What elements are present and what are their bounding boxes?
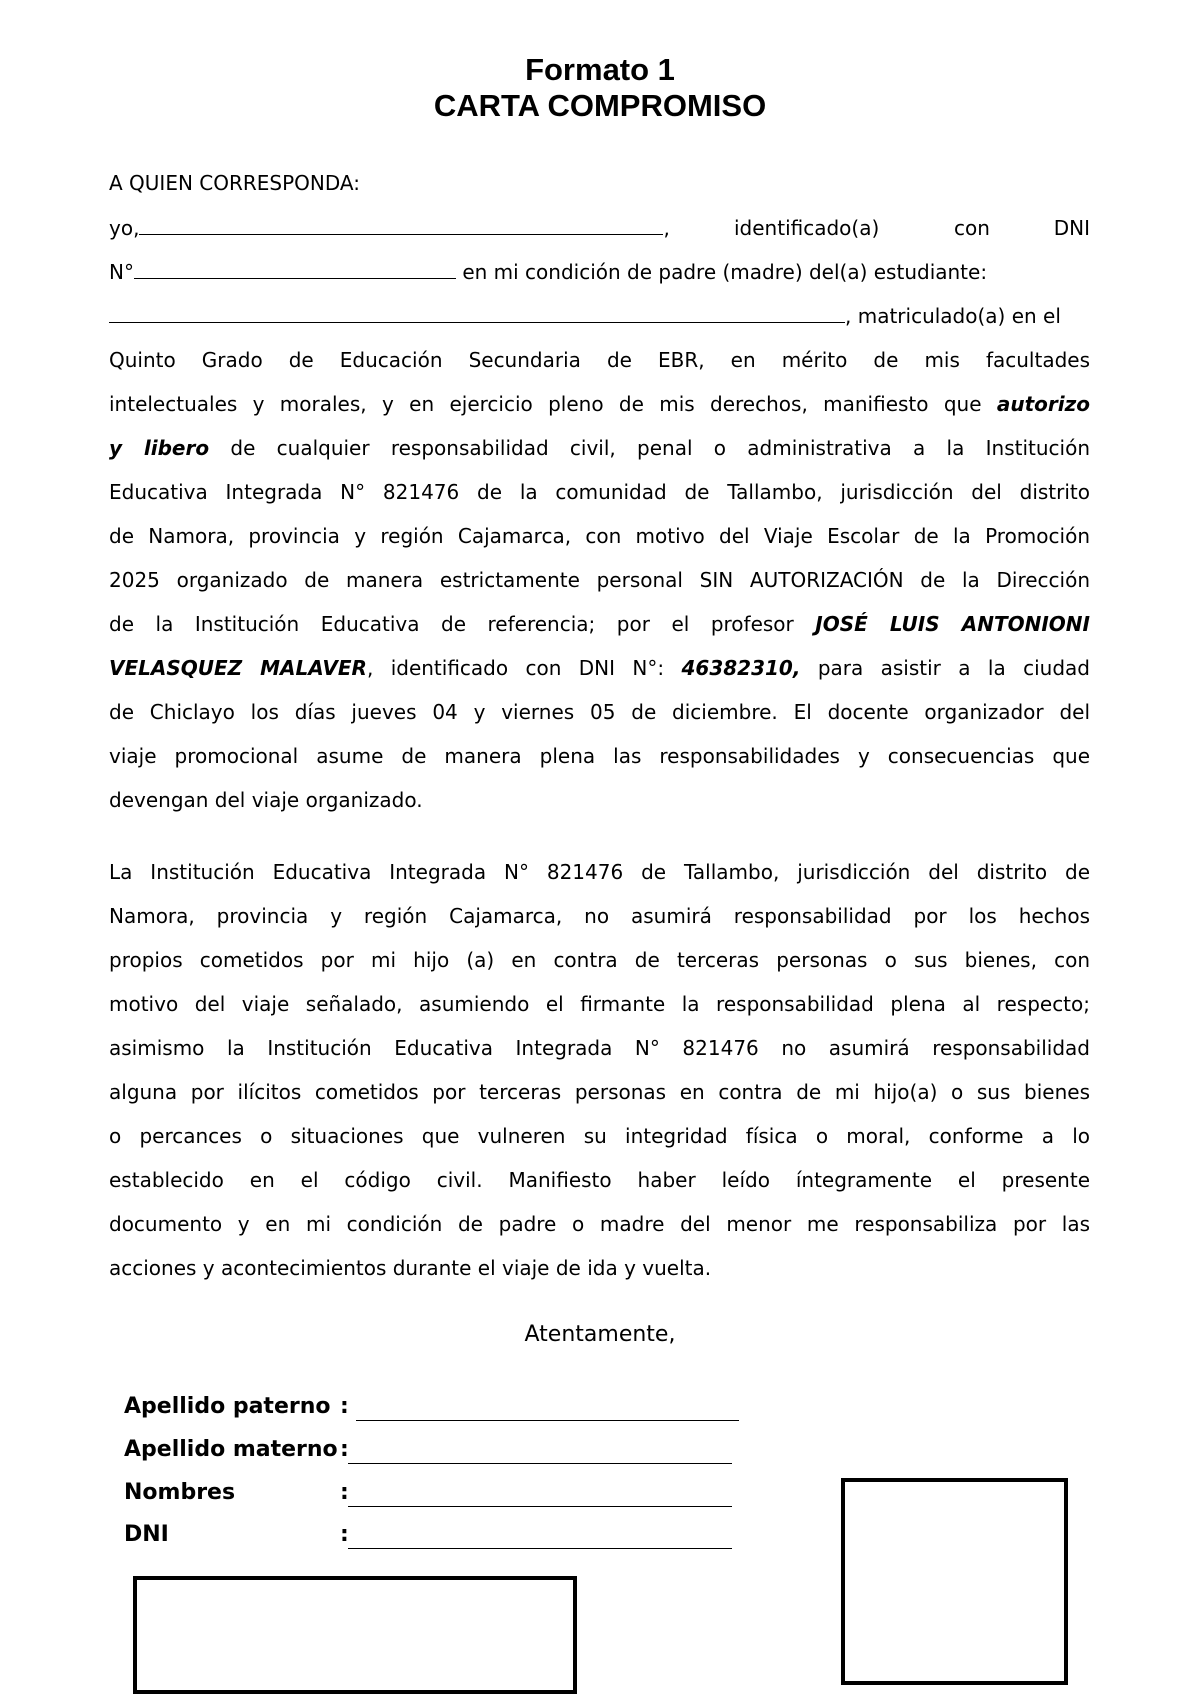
letter-line: de la Institución Educativa de referencia; por el profesor JOSÉ LUIS ANTONIONI xyxy=(109,612,1090,636)
format-label: Formato 1 xyxy=(525,52,675,87)
letter-line: alguna por ilícitos cometidos por terceras personas en contra de mi hijo(a) o sus bienes xyxy=(109,1080,1090,1104)
letter-line: y libero de cualquier responsabilidad civil, penal o administrativa a la Institución xyxy=(109,436,1090,460)
letter-line: yo, , identificado(a) con DNI xyxy=(109,216,1090,240)
letter-line: Namora, provincia y región Cajamarca, no asumirá responsabilidad por los hechos xyxy=(109,904,1090,928)
apellido-paterno-field[interactable] xyxy=(356,1398,739,1421)
letter-line: de Chiclayo los días jueves 04 y viernes 05 de diciembre. El docente organizador del xyxy=(109,700,1090,724)
letter-line: establecido en el código civil. Manifiesto haber leído íntegramente el presente xyxy=(109,1168,1090,1192)
fingerprint-box[interactable] xyxy=(841,1478,1068,1685)
letter-line: N° en mi condición de padre (madre) del(a) estudiante: xyxy=(109,260,988,284)
letter-line: , matriculado(a) en el xyxy=(109,301,1090,331)
letter-line: motivo del viaje señalado, asumiendo el firmante la responsabilidad plena al respecto; xyxy=(109,992,1090,1016)
document-page: Formato 1 CARTA COMPROMISO A QUIEN CORRESPONDA: yo, , identificado(a) con DNI N° en mi condición de padre (madre) del(a) estudiante: , matriculado(a) en el Quinto Grado de Educación Secundaria de EBR, en mérito de mis facultades intelectuales y morales, y en ejercicio pleno de mis derechos, manifiesto que autorizo y libero de cualquier responsabilidad civil, penal o administrativa a la Institución Educativa Integrada N° 821476 de la comunidad de Tallambo, jurisdicción del distrito de Namora, provincia y región Cajamarca, con motivo del Viaje Escolar de la Promoción 2025 organizado de manera estrictamente personal SIN AUTORIZACIÓN de la Dirección de la Institución Educativa de referencia; por el profesor JOSÉ LUIS ANTONIONI VELASQUEZ MALAVER, identificado con DNI N°: 46382310, para asistir a la ciudad de Chiclayo los días jueves 04 y viernes 05 de diciembre. El docente organizador del viaje promocional asume de manera plena las responsabilidades y consecuencias que devengan del viaje organizado. La Institución Educativa Integrada N° 821476 de Tallambo, jurisdicción del distrito de Namora, provincia y región Cajamarca, no asumirá responsabilidad por los hechos propios cometidos por mi hijo (a) en contra de terceras personas o sus bienes, con motivo del viaje señalado, asumiendo el firmante la responsabilidad plena al respecto; asimismo la Institución Educativa Integrada N° 821476 no asumirá responsabilidad alguna por ilícitos cometidos por terceras personas en contra de mi hijo(a) o sus bienes o percances o situaciones que vulneren su integridad física o moral, conforme a lo establecido en el código civil. Manifiesto haber leído íntegramente el presente documento y en mi condición de padre o madre del menor me responsabiliza por las acciones y acontecimientos durante el viaje de ida y vuelta. Atentamente, Apellido paterno : Apellido materno : Nombres : DNI : xyxy=(0,0,1200,1696)
letter-line: Quinto Grado de Educación Secundaria de EBR, en mérito de mis facultades xyxy=(109,348,1090,372)
parent-name-blank xyxy=(139,214,663,235)
letter-line: de Namora, provincia y región Cajamarca, con motivo del Viaje Escolar de la Promoción xyxy=(109,524,1090,548)
letter-line: viaje promocional asume de manera plena las responsabilidades y consecuencias que xyxy=(109,744,1090,768)
signature-box[interactable] xyxy=(133,1576,577,1694)
document-title: CARTA COMPROMISO xyxy=(433,88,767,123)
apellido-materno-field[interactable] xyxy=(348,1441,732,1464)
salutation: A QUIEN CORRESPONDA: xyxy=(109,171,360,195)
letter-line: asimismo la Institución Educativa Integrada N° 821476 no asumirá responsabilidad xyxy=(109,1036,1090,1060)
dni-field[interactable] xyxy=(348,1526,732,1549)
letter-line: acciones y acontecimientos durante el viaje de ida y vuelta. xyxy=(109,1256,712,1280)
student-name-blank xyxy=(109,302,845,323)
closing: Atentamente, xyxy=(524,1322,676,1347)
letter-line: devengan del viaje organizado. xyxy=(109,788,423,812)
letter-line: 2025 organizado de manera estrictamente personal SIN AUTORIZACIÓN de la Dirección xyxy=(109,568,1090,592)
letter-line: o percances o situaciones que vulneren su integridad física o moral, conforme a lo xyxy=(109,1124,1090,1148)
nombres-field[interactable] xyxy=(348,1484,732,1507)
letter-line: intelectuales y morales, y en ejercicio pleno de mis derechos, manifiesto que autorizo xyxy=(109,392,1090,416)
letter-line: documento y en mi condición de padre o madre del menor me responsabiliza por las xyxy=(109,1212,1090,1236)
letter-line: propios cometidos por mi hijo (a) en contra de terceras personas o sus bienes, con xyxy=(109,948,1090,972)
letter-line: VELASQUEZ MALAVER, identificado con DNI N°: 46382310, para asistir a la ciudad xyxy=(109,656,1090,680)
letter-line: Educativa Integrada N° 821476 de la comunidad de Tallambo, jurisdicción del distrito xyxy=(109,480,1090,504)
dni-number-blank xyxy=(134,258,456,279)
letter-line: La Institución Educativa Integrada N° 821476 de Tallambo, jurisdicción del distrito de xyxy=(109,860,1090,884)
